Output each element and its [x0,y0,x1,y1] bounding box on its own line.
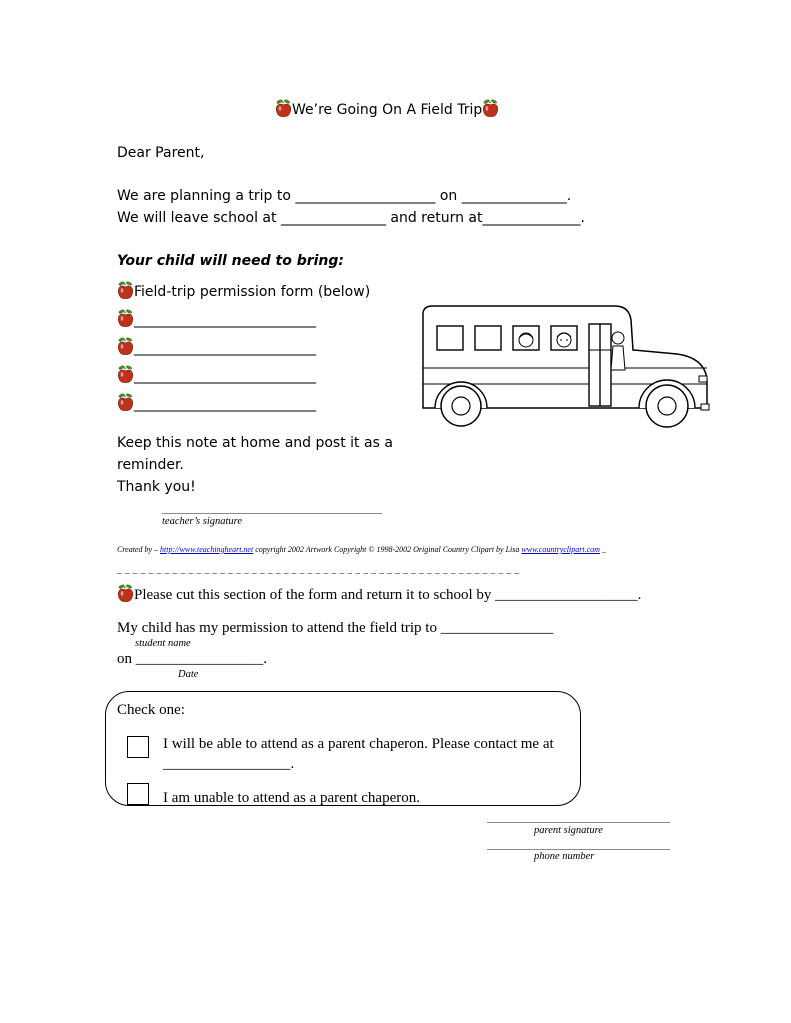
teacher-signature-label: teacher’s signature [162,516,243,527]
countryclipart-link[interactable]: www.countryclipart.com [521,545,600,554]
list-item: __________________________ [117,336,316,356]
cut-line: _ _ _ _ _ _ _ _ _ _ _ _ _ _ _ _ _ _ _ _ _ _ _ _ _ _ _ _ _ _ _ _ _ _ _ _ _ _ _ _ _ _ _ _ _ _ _ _ _ _ _ [117,565,520,575]
phone-number-line [487,849,670,850]
credits-line: Created by – http://www.teachingheart.net copyright 2002 Artwork Copyright © 1998-2002 Original Country Clipart by Lisa www.countryclipart.com _ [117,545,606,554]
unable-option-text: I am unable to attend as a parent chaperon. [163,790,420,806]
teacher-signature-line [162,513,382,514]
list-item: __________________________ [117,364,316,384]
teachingheart-link[interactable]: http://www.teachingheart.net [160,545,254,554]
apple-icon [117,364,134,384]
cut-instruction: Please cut this section of the form and return it to school by ___________________. [117,583,641,604]
check-one-label: Check one: [117,702,185,718]
apple-icon [117,583,134,603]
bring-heading: Your child will need to bring: [117,253,345,269]
date-label: Date [178,669,199,680]
date-line: on _________________. [117,651,267,667]
apple-icon [117,280,134,300]
attend-checkbox[interactable] [127,736,149,758]
apple-icon [482,98,499,118]
list-item: Field-trip permission form (below) [117,280,370,300]
page-title: We’re Going On A Field Trip [275,98,499,118]
apple-icon [117,308,134,328]
greeting: Dear Parent, [117,145,205,161]
keep-note-line: reminder. [117,457,184,473]
apple-icon [275,98,292,118]
parent-signature-label: parent signature [534,825,603,836]
student-name-label: student name [135,638,191,649]
departure-return-line: We will leave school at _______________ and return at______________. [117,210,585,226]
attend-option-text: I will be able to attend as a parent chaperon. Please contact me at [163,736,554,752]
permission-line: My child has my permission to attend the field trip to _______________ [117,620,554,636]
parent-signature-line [487,822,670,823]
attend-contact-line: _________________. [163,756,295,772]
apple-icon [117,336,134,356]
phone-number-label: phone number [534,851,595,862]
thank-you-text: Thank you! [117,479,196,495]
unable-checkbox[interactable] [127,783,149,805]
list-item: __________________________ [117,308,316,328]
list-item: __________________________ [117,392,316,412]
keep-note-line: Keep this note at home and post it as a [117,435,393,451]
trip-destination-line: We are planning a trip to ____________________ on _______________. [117,188,572,204]
school-bus-illustration [415,300,715,440]
apple-icon [117,392,134,412]
